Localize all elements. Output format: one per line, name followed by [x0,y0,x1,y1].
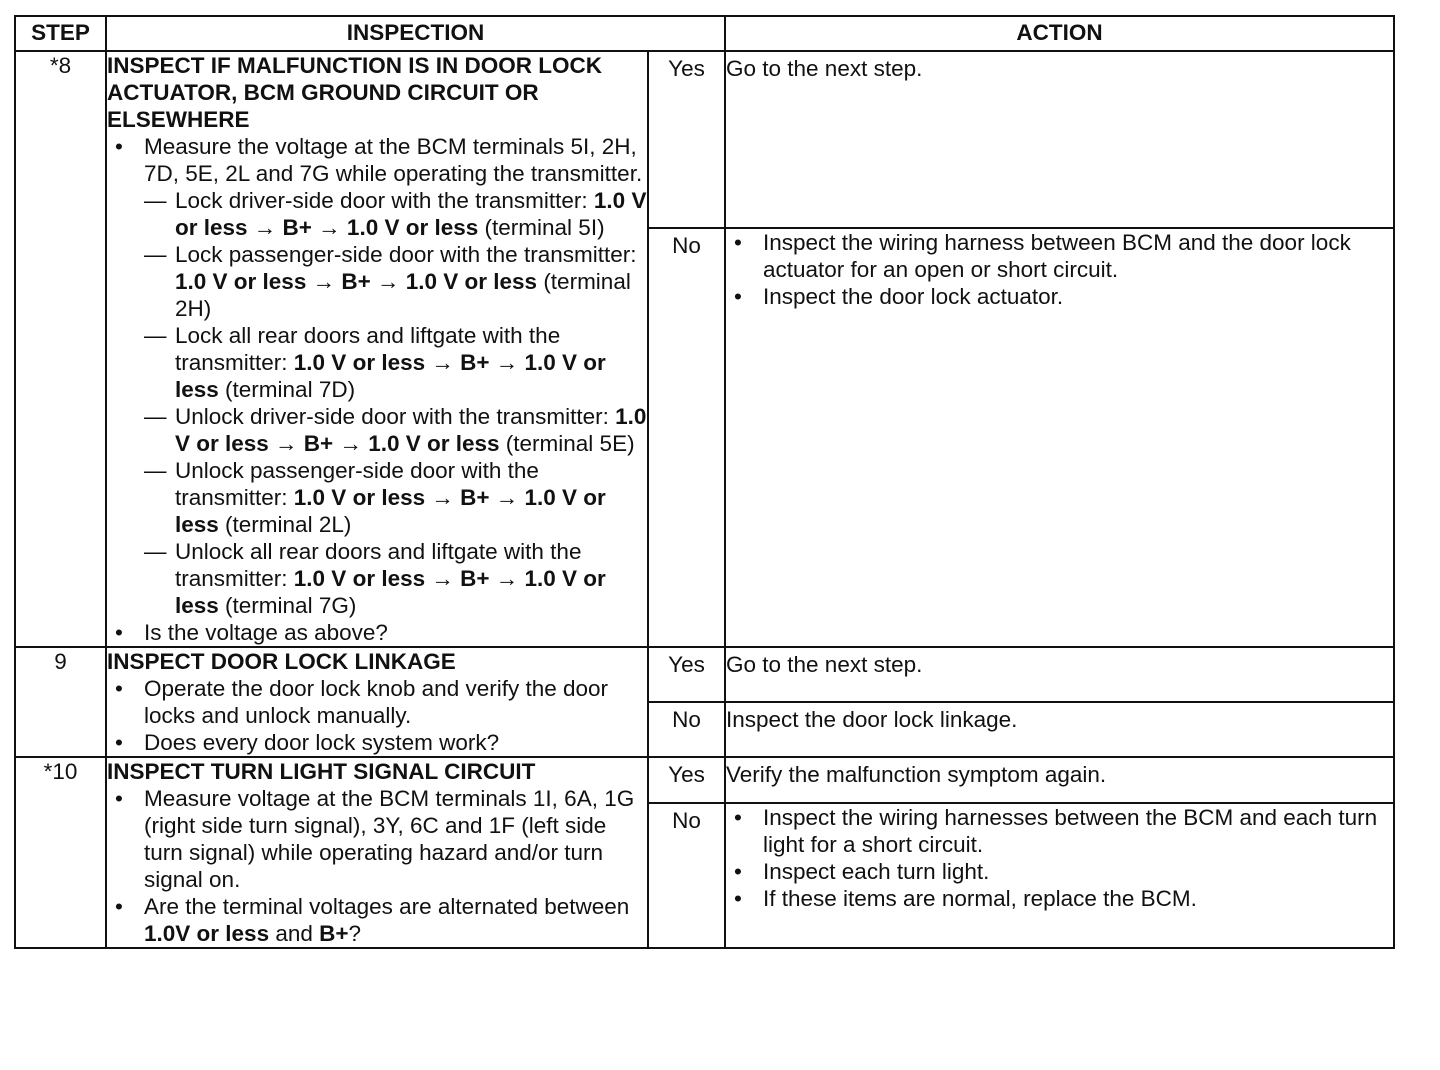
terminal-label: (terminal 5I) [478,215,605,240]
sub-item [144,538,647,619]
sub-item-list [144,187,647,619]
header-inspection [106,16,725,51]
sub-item [144,187,647,241]
sub-item [144,457,647,538]
voltage-spec: 1.0 V or less → B+ → 1.0 V or less [175,404,647,456]
inspection-heading: INSPECT DOOR LOCK LINKAGE [107,649,456,674]
bullet-text: Measure the voltage at the BCM terminals 5I, 2H, 7D, 5E, 2L and 7G while operating the transmitter. [144,134,643,186]
voltage-spec: 1.0 V or less → B+ → 1.0 V or less [175,485,606,537]
action-item: • If these items are normal, replace the BCM. [726,885,1393,912]
action-item: • Inspect the door lock actuator. [726,283,1393,310]
yes-action: Go to the next step. [725,51,1394,228]
bullet-item: • Measure voltage at the BCM terminals 1I, 6A, 1G (right side turn signal), 3Y, 6C and 1F (left side turn signal) while operating hazard and/or turn signal on. [107,785,647,893]
table-row-step-9-yes [15,647,1394,702]
action-item: • Inspect the wiring harnesses between the BCM and each turn light for a short circuit. [726,804,1393,858]
inspection-cell [106,757,648,948]
sub-item [144,241,647,322]
terminal-label: (terminal 7D) [218,377,356,402]
terminal-label: (terminal 2H) [175,269,631,321]
bullet-text: and [269,921,320,946]
yes-label: Yes [648,51,725,228]
voltage-spec: 1.0 V or less → B+ → 1.0 V or less [175,269,538,294]
terminal-label: (terminal 7G) [218,593,357,618]
inspection-bullets [107,785,647,947]
inspection-heading: INSPECT IF MALFUNCTION IS IN DOOR LOCK ACTUATOR, BCM GROUND CIRCUIT OR ELSEWHERE [107,53,602,132]
sub-item-text: Lock all rear doors and liftgate with the transmitter: [175,323,561,375]
table-row-step-10-yes [15,757,1394,803]
step-number: 9 [15,647,106,757]
table-row-step-8-yes [15,51,1394,228]
inspection-heading: INSPECT TURN LIGHT SIGNAL CIRCUIT [107,759,536,784]
inspection-cell [106,647,648,757]
terminal-label: (terminal 2L) [218,512,352,537]
no-label: No [648,228,725,647]
bullet-item [107,619,647,646]
inspection-cell [106,51,648,647]
sub-item [144,403,647,457]
header-step: STEP [15,16,106,51]
voltage-spec: 1.0V or less [144,921,270,946]
no-action-cell [725,228,1394,647]
no-action-cell [725,803,1394,948]
bullet-item: • Operate the door lock knob and verify the door locks and unlock manually. [107,675,647,729]
yes-label: Yes [648,647,725,702]
inspection-bullets [107,675,647,756]
bullet-text: Are the terminal voltages are alternated between [144,894,630,919]
no-label: No [648,803,725,948]
sub-item-text: Lock passenger-side door with the transmitter: [175,242,637,267]
bullet-text: ? [348,921,362,946]
bullet-text: Is the voltage as above? [144,620,388,645]
terminal-label: (terminal 5E) [499,431,635,456]
step-number: *8 [15,51,106,647]
yes-label: Yes [648,757,725,803]
bullet-item [107,893,647,947]
voltage-spec: 1.0 V or less → B+ → 1.0 V or less [175,350,606,402]
header-action: ACTION [725,16,1394,51]
header-inspection-label: INSPECTION [346,20,485,45]
no-action-list [726,804,1393,912]
sub-item [144,322,647,403]
sub-item-text: Unlock all rear doors and liftgate with the transmitter: [175,539,582,591]
sub-item-text: Unlock passenger-side door with the transmitter: [175,458,539,510]
inspection-bullets [107,133,647,646]
voltage-spec: 1.0 V or less → B+ → 1.0 V or less [175,188,647,240]
diagnostic-table [14,15,1395,949]
bullet-item: • Does every door lock system work? [107,729,647,756]
sub-item-text: Unlock driver-side door with the transmitter: [175,404,616,429]
yes-action: Verify the malfunction symptom again. [725,757,1394,803]
table-header-row [15,16,1394,51]
yes-action: Go to the next step. [725,647,1394,702]
no-action: Inspect the door lock linkage. [725,702,1394,757]
voltage-spec: 1.0 V or less → B+ → 1.0 V or less [175,566,606,618]
voltage-spec: B+ [319,921,349,946]
action-item: • Inspect the wiring harness between BCM and the door lock actuator for an open or short circuit. [726,229,1393,283]
no-action-list [726,229,1393,310]
bullet-item [107,133,647,619]
step-number: *10 [15,757,106,948]
action-item: • Inspect each turn light. [726,858,1393,885]
sub-item-text: Lock driver-side door with the transmitter: [175,188,594,213]
no-label: No [648,702,725,757]
